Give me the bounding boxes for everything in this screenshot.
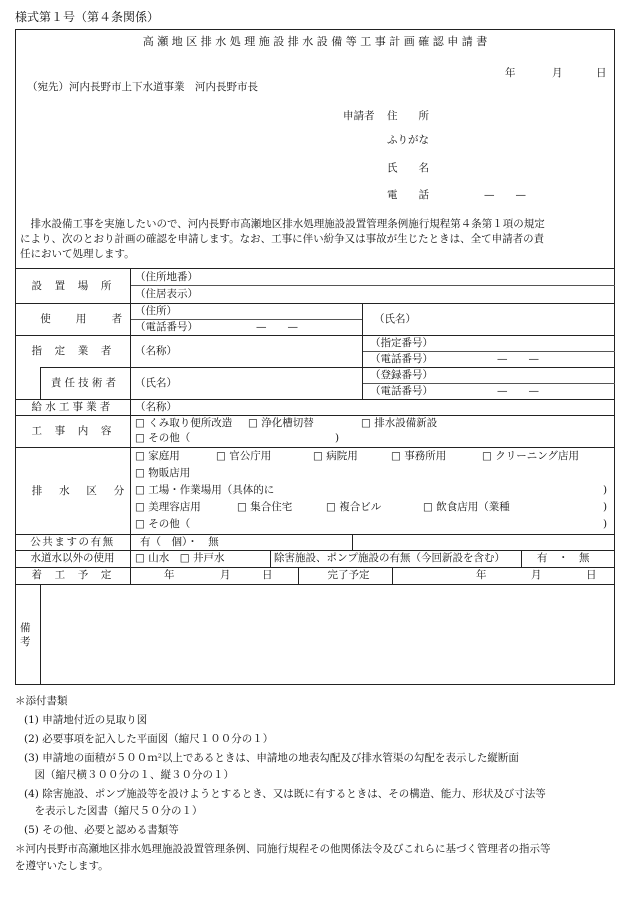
work-other-close: ) — [335, 432, 340, 444]
location-label: 設置場所 — [31, 280, 124, 292]
masu-value[interactable]: 有（ 個）・ 無 — [140, 536, 219, 548]
contractor-label: 指定業者 — [31, 345, 124, 357]
form-title: 高 瀬 地 区 排 水 処 理 施 設 排 水 設 備 等 工 事 計 画 確 認 申 請 書 — [142, 35, 488, 48]
attachment-3-cont: 図（縮尺横３００分の１、縦３０分の１） — [24, 769, 234, 781]
user-label: 使用者 — [40, 313, 148, 325]
attachment-4-cont: を表示した図書（縮尺５０分の１） — [24, 805, 203, 817]
drainage-label: 排水区分 — [31, 485, 141, 497]
remarks-label-1: 備 — [20, 622, 31, 634]
engineer-phone-dash: — — — [497, 385, 539, 397]
user-name: （氏名） — [374, 313, 416, 325]
applicant-furigana-label: ふりがな — [387, 134, 429, 146]
addressee: （宛先）河内長野市上下水道事業 河内長野市長 — [27, 81, 258, 93]
contractor-phone-dash: — — — [497, 353, 539, 365]
contractor-phone: （電話番号） — [370, 353, 433, 365]
drainage-salon[interactable]: □ 美理容店用 — [135, 501, 201, 513]
date-year: 年 — [505, 67, 516, 79]
drainage-complex[interactable]: □ 複合ビル — [326, 501, 382, 513]
applicant-label: 申請者 — [343, 110, 375, 122]
drainage-other-close: ) — [603, 518, 608, 530]
non-tap-options[interactable]: □ 山水 □ 井戸水 — [135, 552, 225, 564]
work-option-2[interactable]: □ 浄化槽切替 — [248, 417, 314, 429]
drainage-cleaning[interactable]: □ クリーニング店用 — [482, 450, 580, 462]
drainage-other[interactable]: □ その他（ — [135, 518, 191, 530]
water-supplier-name: （名称） — [135, 401, 177, 413]
water-supplier-label: 給水工事業者 — [31, 401, 114, 413]
date-day: 日 — [596, 67, 607, 79]
contractor-name: （名称） — [135, 345, 177, 357]
compliance-note-1: ＊河内長野市高瀬地区排水処理施設設置管理条例、同施行規程その他関係法令及びこれらに基づく管理者の指示等 — [15, 843, 551, 855]
attachment-2: (2) 必要事項を記入した平面図（縮尺１００分の１） — [24, 733, 274, 745]
form-number: 様式第１号（第４条関係） — [15, 10, 160, 24]
compliance-note-2: を遵守いたします。 — [15, 860, 109, 872]
completion-day: 日 — [586, 569, 597, 581]
remarks-field[interactable] — [45, 590, 610, 680]
start-day: 日 — [262, 569, 273, 581]
engineer-label: 責任技術者 — [50, 377, 120, 389]
date-month: 月 — [552, 67, 563, 79]
work-other[interactable]: □ その他（ — [135, 432, 191, 444]
start-year: 年 — [164, 569, 175, 581]
pump-facility-answer[interactable]: 有 ・ 無 — [537, 552, 590, 564]
work-option-1[interactable]: □ くみ取り便所改造 — [135, 417, 233, 429]
applicant-address-label: 住 所 — [387, 110, 429, 122]
intro-line-2: により、次のとおり計画の確認を申請します。なお、工事に伴い紛争又は事故が生じたときは、全て申請者の責 — [20, 233, 545, 245]
drainage-government[interactable]: □ 官公庁用 — [216, 450, 272, 462]
user-address: （住所） — [135, 305, 177, 317]
engineer-phone: （電話番号） — [370, 385, 433, 397]
user-phone: （電話番号） — [135, 321, 198, 333]
engineer-name: （氏名） — [135, 377, 177, 389]
drainage-retail[interactable]: □ 物販店用 — [135, 467, 191, 479]
intro-line-1: 排水設備工事を実施したいので、河内長野市高瀬地区排水処理施設設置管理条例施行規程第４条第１項の規定 — [20, 218, 545, 230]
contractor-designation: （指定番号） — [370, 337, 433, 349]
drainage-restaurant[interactable]: □ 飲食店用（業種 — [423, 501, 510, 513]
work-option-3[interactable]: □ 排水設備新設 — [361, 417, 438, 429]
drainage-office[interactable]: □ 事務所用 — [391, 450, 447, 462]
start-label: 着工予定 — [31, 569, 124, 581]
engineer-registration: （登録番号） — [370, 369, 433, 381]
drainage-apartment[interactable]: □ 集合住宅 — [237, 501, 293, 513]
location-chiban: （住所地番） — [135, 271, 198, 283]
drainage-hospital[interactable]: □ 病院用 — [313, 450, 358, 462]
location-hyoji: （住居表示） — [135, 288, 198, 300]
completion-month: 月 — [531, 569, 542, 581]
completion-label: 完了予定 — [327, 569, 370, 581]
user-phone-dash: — — — [256, 321, 298, 333]
drainage-factory[interactable]: □ 工場・作業場用（具体的に — [135, 484, 275, 496]
applicant-phone-dash: — — — [484, 189, 526, 201]
intro-line-3: 任において処理します。 — [20, 248, 135, 260]
attachments-header: ＊添付書類 — [15, 695, 68, 707]
remarks-label-2: 考 — [20, 636, 31, 648]
drainage-home[interactable]: □ 家庭用 — [135, 450, 180, 462]
attachment-5: (5) その他、必要と認める書類等 — [24, 824, 179, 836]
work-label: 工事内容 — [31, 425, 124, 437]
non-tap-label: 水道水以外の使用 — [30, 552, 115, 564]
applicant-phone-label: 電 話 — [387, 189, 429, 201]
applicant-name-label: 氏 名 — [387, 162, 429, 174]
masu-label: 公共ますの有無 — [30, 536, 115, 548]
attachment-1: (1) 申請地付近の見取り図 — [24, 714, 148, 726]
drainage-factory-close: ) — [603, 484, 608, 496]
pump-facility-question: 除害施設、ポンプ施設の有無（今回新設を含む） — [274, 552, 505, 564]
attachment-3: (3) 申請地の面積が５００ｍ²以上であるときは、申請地の地表勾配及び排水管渠の勾配を表示した縦断面 — [24, 752, 519, 764]
completion-year: 年 — [476, 569, 487, 581]
attachment-4: (4) 除害施設、ポンプ施設等を設けようとするとき、又は既に有するときは、その構造、能力、形状及び寸法等 — [24, 788, 546, 800]
drainage-restaurant-close: ) — [603, 501, 608, 513]
start-month: 月 — [220, 569, 231, 581]
